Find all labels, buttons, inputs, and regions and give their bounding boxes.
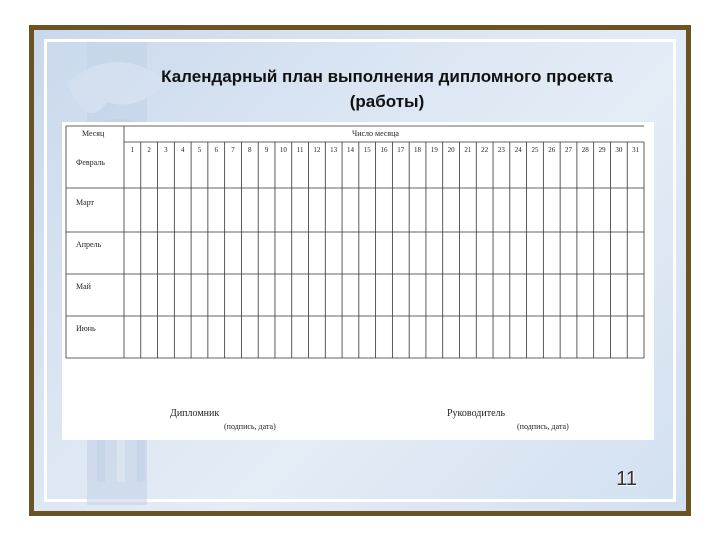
day-number: 1 bbox=[130, 146, 135, 154]
slide-inner-border bbox=[44, 39, 676, 502]
day-number: 9 bbox=[264, 146, 269, 154]
day-number: 20 bbox=[447, 146, 455, 154]
supervisor-signature-label: Руководитель bbox=[447, 408, 506, 419]
day-number: 5 bbox=[197, 146, 202, 154]
month-label: Май bbox=[76, 282, 91, 291]
day-number: 30 bbox=[615, 146, 623, 154]
day-number: 19 bbox=[430, 146, 438, 154]
day-number: 18 bbox=[414, 146, 422, 154]
day-number: 31 bbox=[632, 146, 640, 154]
day-number: 21 bbox=[464, 146, 472, 154]
month-label: Март bbox=[76, 198, 95, 207]
slide-title bbox=[107, 64, 667, 114]
title-line-2: (работы) bbox=[349, 92, 425, 111]
day-number: 26 bbox=[548, 146, 556, 154]
month-header: Месяц bbox=[82, 129, 105, 138]
day-number: 10 bbox=[279, 146, 287, 154]
day-number: 8 bbox=[248, 146, 252, 154]
day-number: 25 bbox=[531, 146, 539, 154]
day-number: 7 bbox=[231, 146, 235, 154]
student-signature-hint: (подпись, дата) bbox=[224, 422, 276, 431]
day-number: 12 bbox=[313, 146, 321, 154]
calendar-plan-sheet bbox=[62, 122, 654, 440]
month-label: Июнь bbox=[76, 324, 96, 333]
day-number: 6 bbox=[214, 146, 218, 154]
day-number: 15 bbox=[363, 146, 371, 154]
day-number: 29 bbox=[598, 146, 606, 154]
day-number: 13 bbox=[330, 146, 338, 154]
day-number: 14 bbox=[346, 146, 354, 154]
month-label: Февраль bbox=[76, 158, 105, 167]
student-signature-label: Дипломник bbox=[170, 408, 220, 419]
day-number: 23 bbox=[497, 146, 505, 154]
day-number: 28 bbox=[581, 146, 589, 154]
day-number: 27 bbox=[565, 146, 573, 154]
page-number: 11 bbox=[616, 468, 637, 490]
calendar-grid bbox=[62, 122, 654, 372]
month-label: Апрель bbox=[76, 240, 102, 249]
day-number: 4 bbox=[180, 146, 185, 154]
day-number: 22 bbox=[481, 146, 489, 154]
day-number: 2 bbox=[147, 146, 151, 154]
day-number: 16 bbox=[380, 146, 388, 154]
day-number: 11 bbox=[296, 146, 304, 154]
title-line-1: Календарный план выполнения дипломного проекта bbox=[161, 67, 613, 86]
days-header: Число месяца bbox=[352, 129, 399, 138]
day-number: 3 bbox=[164, 146, 168, 154]
day-number: 17 bbox=[397, 146, 405, 154]
slide-frame bbox=[29, 25, 691, 516]
supervisor-signature-hint: (подпись, дата) bbox=[517, 422, 569, 431]
day-number: 24 bbox=[514, 146, 522, 154]
